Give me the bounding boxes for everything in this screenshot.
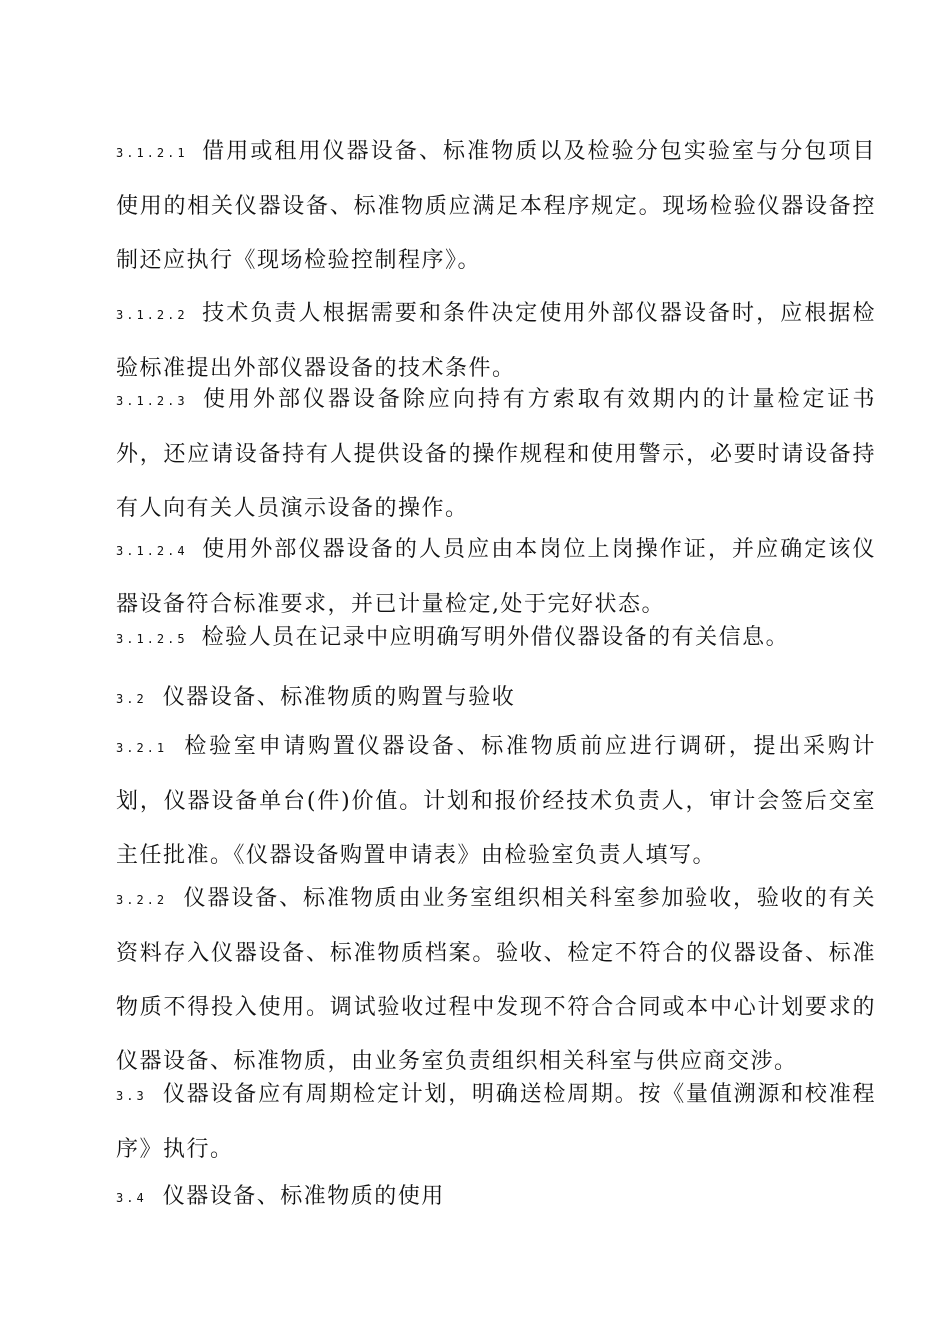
section-number: 3.2	[116, 692, 147, 706]
paragraph-3-1-2-1	[116, 125, 876, 288]
section-number: 3.1.2.2	[116, 308, 188, 322]
section-number: 3.4	[116, 1191, 147, 1205]
section-number: 3.1.2.1	[116, 146, 188, 160]
heading-text: 仪器设备、标准物质的购置与验收	[162, 685, 516, 710]
section-heading-3-4	[116, 1170, 876, 1225]
paragraph-3-1-2-3	[116, 373, 876, 536]
heading-text: 仪器设备、标准物质的使用	[162, 1184, 445, 1209]
paragraph-text: 仪器设备应有周期检定计划，明确送检周期。按《量值溯源和校准程序》执行。	[116, 1082, 876, 1162]
paragraph-text: 仪器设备、标准物质由业务室组织相关科室参加验收，验收的有关资料存入仪器设备、标准物质档案。验收、检定不符合的仪器设备、标准物质不得投入使用。调试验收过程中发现不符合合同或本中心计划要求的仪器设备、标准物质，由业务室负责组织相关科室与供应商交涉。	[116, 886, 876, 1074]
paragraph-text: 技术负责人根据需要和条件决定使用外部仪器设备时，应根据检验标准提出外部仪器设备的技术条件。	[116, 301, 876, 381]
paragraph-3-1-2-5	[116, 611, 876, 666]
section-heading-3-2	[116, 671, 876, 726]
paragraph-text: 使用外部仪器设备除应向持有方索取有效期内的计量检定证书外，还应请设备持有人提供设备的操作规程和使用警示，必要时请设备持有人向有关人员演示设备的操作。	[116, 387, 876, 521]
section-number: 3.1.2.3	[116, 394, 188, 408]
section-number: 3.3	[116, 1089, 147, 1103]
paragraph-3-3	[116, 1068, 876, 1177]
section-number: 3.2.2	[116, 893, 168, 907]
paragraph-3-2-2	[116, 872, 876, 1089]
section-number: 3.1.2.5	[116, 632, 188, 646]
section-number: 3.1.2.4	[116, 544, 188, 558]
paragraph-text: 检验室申请购置仪器设备、标准物质前应进行调研，提出采购计划，仪器设备单台(件)价值。计划和报价经技术负责人，审计会签后交室主任批准。《仪器设备购置申请表》由检验室负责人填写。	[116, 734, 876, 868]
paragraph-text: 检验人员在记录中应明确写明外借仪器设备的有关信息。	[201, 625, 790, 650]
paragraph-text: 借用或租用仪器设备、标准物质以及检验分包实验室与分包项目使用的相关仪器设备、标准物质应满足本程序规定。现场检验仪器设备控制还应执行《现场检验控制程序》。	[116, 139, 876, 273]
section-number: 3.2.1	[116, 741, 168, 755]
paragraph-text: 使用外部仪器设备的人员应由本岗位上岗操作证，并应确定该仪器设备符合标准要求，并已计量检定,处于完好状态。	[116, 537, 876, 617]
paragraph-3-2-1	[116, 720, 876, 883]
